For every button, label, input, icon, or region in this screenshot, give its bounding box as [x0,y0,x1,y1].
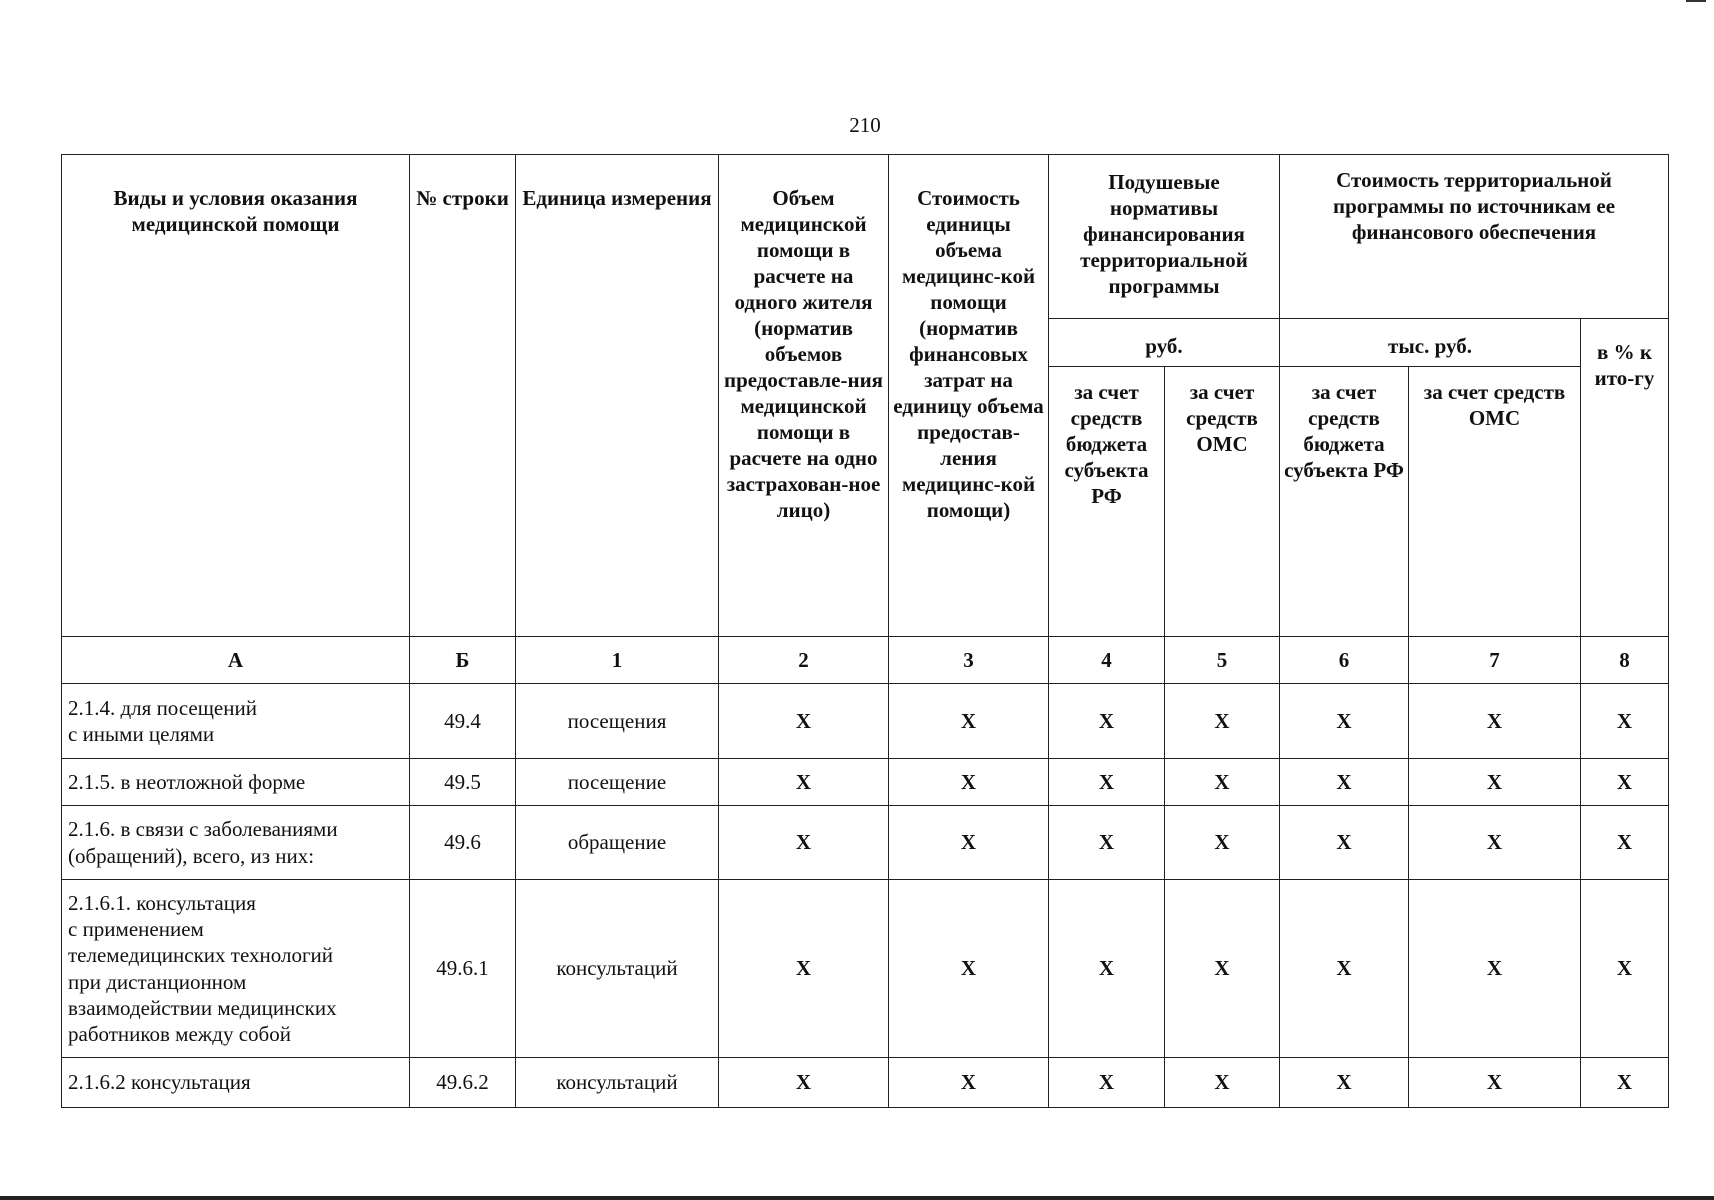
row-value: X [889,759,1049,806]
page-number: 210 [849,113,881,137]
column-number: 8 [1581,637,1669,684]
row-value: X [719,684,889,759]
row-value: X [889,1058,1049,1108]
row-unit: консультаций [516,1058,719,1108]
row-value: X [1165,806,1280,880]
header-unit: Единица измерения [516,155,719,637]
row-value: X [719,806,889,880]
column-number: 5 [1165,637,1280,684]
row-unit: посещение [516,759,719,806]
table-row [62,684,1669,759]
table-row [62,806,1669,880]
row-name: 2.1.6. в связи с заболеваниями (обращений), всего, из них: [62,806,410,880]
row-name: 2.1.5. в неотложной форме [62,759,410,806]
column-number: 6 [1280,637,1409,684]
row-value: X [1409,684,1581,759]
table-row [62,1058,1669,1108]
row-value: X [1409,880,1581,1058]
row-value: X [1165,684,1280,759]
table-row [62,759,1669,806]
header-program-cost: Стоимость территориальной программы по источникам ее финансового обеспечения [1280,155,1669,319]
header-percent-of-total: в % к ито-гу [1581,319,1669,637]
row-value: X [719,1058,889,1108]
row-number: 49.6 [410,806,516,880]
row-value: X [1581,759,1669,806]
row-unit: консультаций [516,880,719,1058]
row-value: X [1409,806,1581,880]
row-value: X [719,880,889,1058]
row-value: X [1049,1058,1165,1108]
financing-table [61,154,1669,1108]
row-value: X [1409,1058,1581,1108]
header-per-capita: Подушевые нормативы финансирования территориальной программы [1049,155,1280,319]
row-value: X [889,806,1049,880]
row-value: X [1049,806,1165,880]
table-row [62,880,1669,1058]
row-value: X [719,759,889,806]
header-volume: Объем медицинской помощи в расчете на одного жителя (норматив объемов предоставле-ния медицинской помощи в расчете на одно застрахован-ное лицо) [719,155,889,637]
scan-mark [1686,0,1706,2]
header-col6-budget: за счет средств бюджета субъекта РФ [1280,367,1409,637]
header-col5-oms: за счет средств ОМС [1165,367,1280,637]
row-value: X [1581,1058,1669,1108]
row-value: X [1165,880,1280,1058]
header-row-no: № строки [410,155,516,637]
column-number: 7 [1409,637,1581,684]
row-value: X [1280,1058,1409,1108]
row-unit: обращение [516,806,719,880]
row-value: X [1581,684,1669,759]
row-value: X [1280,684,1409,759]
row-value: X [1049,880,1165,1058]
row-value: X [1581,880,1669,1058]
column-number: 2 [719,637,889,684]
row-value: X [1280,880,1409,1058]
row-value: X [1165,1058,1280,1108]
header-col4-budget: за счет средств бюджета субъекта РФ [1049,367,1165,637]
row-value: X [1581,806,1669,880]
row-number: 49.6.1 [410,880,516,1058]
row-value: X [1409,759,1581,806]
header-unit-thousand-rub: тыс. руб. [1280,319,1581,367]
row-name: 2.1.6.1. консультация с применением телемедицинских технологий при дистанционном взаимодействии медицинских работников между собой [62,880,410,1058]
column-number: 1 [516,637,719,684]
row-value: X [1280,759,1409,806]
row-unit: посещения [516,684,719,759]
column-number: Б [410,637,516,684]
row-value: X [1049,684,1165,759]
row-name: 2.1.4. для посещений с иными целями [62,684,410,759]
header-cost: Стоимость единицы объема медицинс-кой помощи (норматив финансовых затрат на единицу объема предостав-ления медицинс-кой помощи) [889,155,1049,637]
row-number: 49.5 [410,759,516,806]
row-name: 2.1.6.2 консультация [62,1058,410,1108]
row-value: X [1165,759,1280,806]
page-bottom-edge [0,1196,1714,1200]
row-value: X [889,684,1049,759]
row-value: X [1049,759,1165,806]
row-number: 49.6.2 [410,1058,516,1108]
column-number: А [62,637,410,684]
column-number: 3 [889,637,1049,684]
header-unit-rub: руб. [1049,319,1280,367]
row-value: X [1280,806,1409,880]
row-number: 49.4 [410,684,516,759]
column-number: 4 [1049,637,1165,684]
header-col7-oms: за счет средств ОМС [1409,367,1581,637]
column-number-row [62,637,1669,684]
header-name: Виды и условия оказания медицинской помощи [62,155,410,637]
row-value: X [889,880,1049,1058]
